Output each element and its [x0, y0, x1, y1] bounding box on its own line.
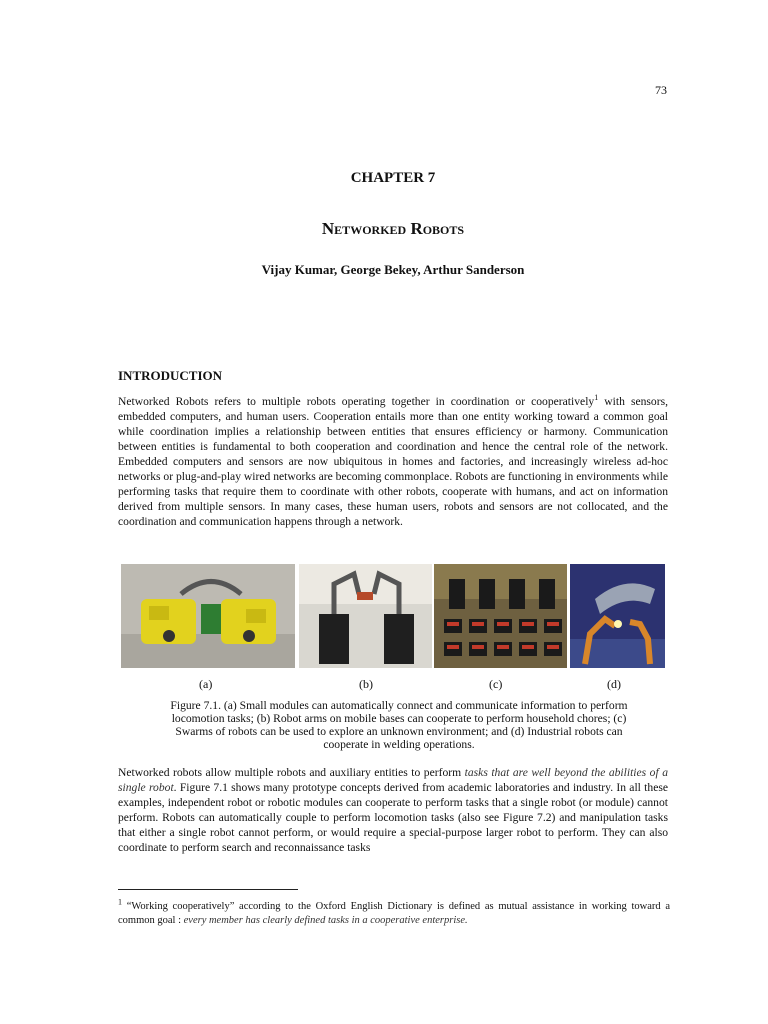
footnote-text: “Working cooperatively” according to the Oxford English Dictionary is defined as mutual assistance in working toward a common goal : — [118, 901, 670, 926]
intro-paragraph-text-1: Networked Robots refers to multiple robots operating together in coordination or cooperatively — [118, 395, 595, 408]
figure-label-d: (d) — [607, 677, 621, 691]
body-paragraph-text-1: Networked robots allow multiple robots and auxiliary entities to perform — [118, 766, 465, 779]
figure-label-c: (c) — [489, 677, 503, 691]
figure-label-a: (a) — [199, 677, 213, 691]
caption-line: cooperate in welding operations. — [323, 738, 475, 751]
intro-paragraph-text-2: with sensors, embedded computers, and human users. Cooperation entails more than one entity working toward a common goal while coordination implies a relationship between entities that ensures efficiency or harmony. Communication between entities is fundamental to both cooperation and coordination and hence the central role of the network. Embedded computers and sensors are now ubiquitous in homes and factories, and increasingly wireless ad-hoc networks or plug-and-play wired networks are becoming commonplace. Robots are functioning in environments while performing tasks that require them to coordinate with other robots, cooperate with humans, and act on information derived from multiple sensors. In many cases, these human users, robots and sensors are not collocated, and the coordination and communication happens through a network. — [118, 395, 668, 528]
caption-line: Figure 7.1. (a) Small modules can automatically connect and communicate information to perform — [170, 699, 628, 712]
figure-label-b: (b) — [359, 677, 373, 691]
footnote-marker: 1 — [118, 897, 122, 907]
figure-image-welding-robots — [570, 564, 665, 668]
chapter-title: Networked Robots — [321, 219, 465, 238]
figure-image-robot-swarm — [434, 564, 567, 668]
authors: Vijay Kumar, George Bekey, Arthur Sanderson — [261, 262, 525, 277]
footnote-reference[interactable]: 1 — [594, 393, 599, 403]
figure-caption — [144, 699, 654, 751]
footnote — [118, 897, 670, 928]
figure-image-modular-robots — [121, 564, 295, 668]
footnote-emphasis: every member has clearly defined tasks in a cooperative enterprise. — [183, 915, 468, 926]
caption-line: Swarms of robots can be used to explore an unknown environment; and (d) Industrial robots can — [175, 725, 623, 738]
body-paragraph-emphasis: tasks that are well beyond the abilities of a single robot — [118, 766, 668, 794]
body-paragraph — [118, 765, 668, 855]
body-paragraph-text-2: . Figure 7.1 shows many prototype concepts derived from academic laboratories and industry. In all these examples, independent robot or robotic modules can cooperate to perform tasks that a single robot (or module) cannot perform. Robots can automatically couple to perform locomotion tasks (also see Figure 7.2) and manipulation tasks that either a single robot cannot perform, or would require a special-purpose larger robot to perform. They can also coordinate to perform search and reconnaissance tasks — [118, 781, 668, 854]
figure-image-mobile-arms — [299, 564, 432, 668]
section-heading-introduction: INTRODUCTION — [118, 368, 223, 383]
chapter-label: CHAPTER 7 — [350, 170, 436, 186]
intro-paragraph — [118, 394, 668, 529]
footnote-divider — [118, 889, 298, 890]
caption-line: locomotion tasks; (b) Robot arms on mobile bases can cooperate to perform household chores; (c) — [171, 712, 627, 725]
page-number: 73 — [655, 83, 667, 97]
